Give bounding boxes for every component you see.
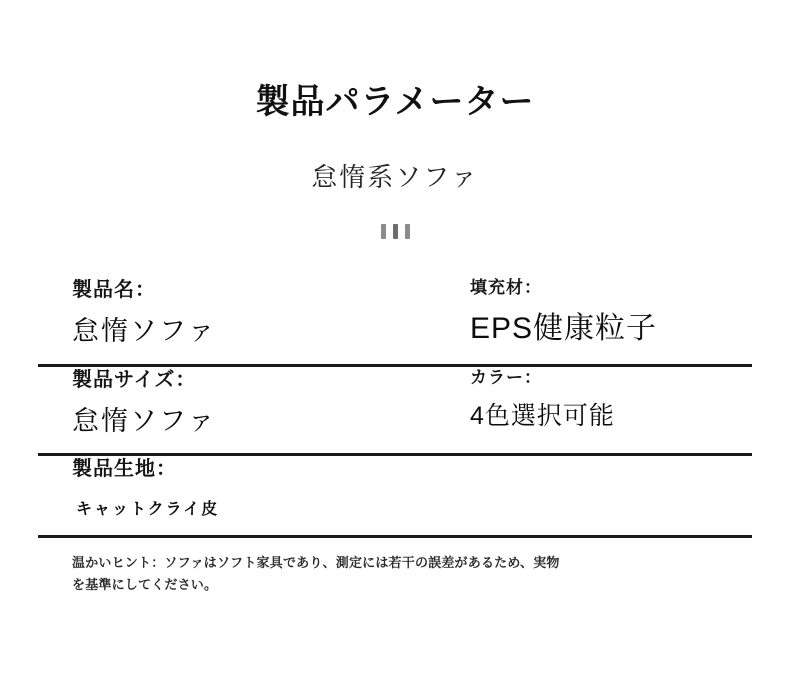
spec-cell-product-name <box>38 277 438 347</box>
spec-row <box>38 269 752 366</box>
disclaimer-note: 温かいヒント：ソファはソフト家具であり、測定には若干の誤差があるため、実物を基準にしてください。 <box>72 555 560 593</box>
spec-value: 怠惰ソファ <box>72 405 217 436</box>
divider-dot <box>405 224 410 239</box>
spec-value: EPS健康粒子 <box>470 312 658 346</box>
page-title: 製品パラメーター <box>255 83 535 121</box>
spec-cell-fabric <box>38 456 438 519</box>
spec-table <box>38 269 752 538</box>
spec-cell-product-size <box>38 367 438 437</box>
spec-cell-color <box>438 367 752 431</box>
spec-cell-filling <box>438 277 752 347</box>
spec-label: カラー： <box>470 367 542 387</box>
page-subtitle: 怠惰系ソファ <box>311 162 479 193</box>
spec-label: 填充材： <box>470 278 542 298</box>
spec-label: 製品生地： <box>72 458 177 481</box>
spec-value: キャットクライ皮 <box>76 501 220 519</box>
spec-value: 怠惰ソファ <box>72 316 217 347</box>
spec-label: 製品名： <box>72 279 156 302</box>
spec-row <box>38 456 752 538</box>
divider-dot <box>381 224 386 239</box>
divider-dots-ornament <box>0 224 790 239</box>
spec-value: 4色選択可能 <box>470 401 615 430</box>
spec-row <box>38 367 752 456</box>
divider-dot <box>393 224 398 239</box>
spec-label: 製品サイズ： <box>72 368 197 391</box>
